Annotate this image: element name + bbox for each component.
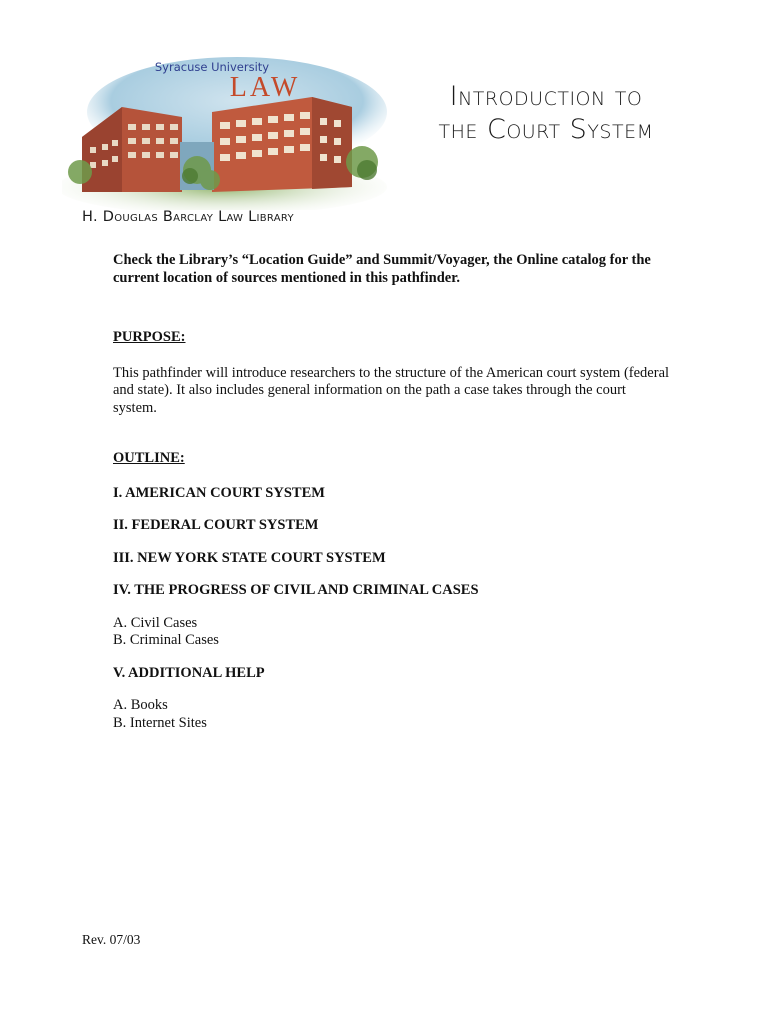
outline-sub-internet: B. Internet Sites — [113, 714, 207, 731]
revision-date: Rev. 07/03 — [82, 932, 141, 947]
outline-sub-criminal: B. Criminal Cases — [113, 632, 219, 648]
purpose-text: This pathfinder will introduce researchers to the structure of the American court system (federal and state). It also includes general information on the path a case takes through the court system. — [113, 364, 670, 416]
outline-item-ii: II. FEDERAL COURT SYSTEM — [113, 517, 319, 533]
document-body — [113, 252, 673, 732]
outline-item-iii: III. NEW YORK STATE COURT SYSTEM — [113, 549, 386, 566]
outline-item-iv: IV. THE PROGRESS OF CIVIL AND CRIMINAL CASES — [113, 582, 479, 598]
logo-university-text: Syracuse University — [154, 60, 270, 74]
logo-law-text: LAW — [229, 72, 301, 103]
outline-sub-books: A. Books — [113, 697, 168, 713]
outline-item-v: V. ADDITIONAL HELP — [113, 664, 265, 681]
law-school-logo — [62, 52, 388, 210]
page-title — [386, 80, 706, 146]
location-notice: Check the Library’s “Location Guide” and Summit/Voyager, the Online catalog for the current location of sources mentioned in this pathfinder. — [113, 252, 651, 286]
outline-item-i: I. AMERICAN COURT SYSTEM — [113, 484, 325, 501]
outline-sub-civil: A. Civil Cases — [113, 614, 198, 631]
purpose-heading: PURPOSE: — [113, 329, 186, 345]
outline-heading: OUTLINE: — [113, 450, 185, 466]
title-line-1: Introduction to — [449, 81, 643, 112]
library-name: H. Douglas Barclay Law Library — [82, 209, 294, 225]
title-line-2: the Court System — [438, 114, 654, 145]
